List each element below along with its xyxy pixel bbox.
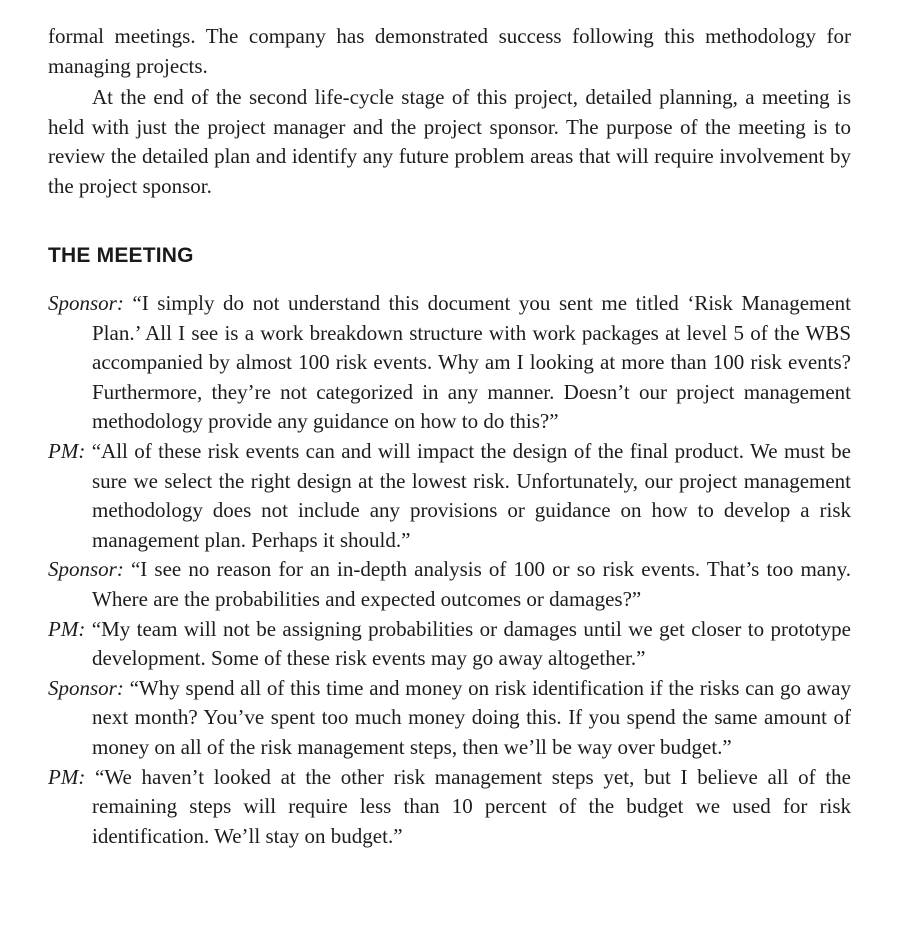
dialogue-text: “I simply do not understand this document you sent me titled ‘Risk Management Plan.’ All I see is a work breakdown structure with work packages at level 5 of the WBS accompanied by almost 100 risk events. Why am I looking at more than 100 risk events? Furthermore, they’re not categorized in any manner. Doesn’t our project management methodology provide any guidance on how to do this?” xyxy=(92,291,852,434)
dialogue-text: “I see no reason for an in-depth analysis of 100 or so risk events. That’s too many. Where are the probabilities and expected outcomes or damages?” xyxy=(92,557,851,611)
dialogue-turn xyxy=(48,289,851,437)
speaker-label: PM: xyxy=(48,616,86,641)
speaker-label: Sponsor: xyxy=(48,675,124,700)
speaker-label: Sponsor: xyxy=(48,291,124,315)
dialogue-turn xyxy=(48,437,851,555)
section-heading: THE MEETING xyxy=(48,244,194,267)
dialogue-turn xyxy=(48,674,851,763)
intro-paragraph-continued: formal meetings. The company has demonstrated success following this methodology for managing projects. xyxy=(48,24,851,78)
dialogue-text: “All of these risk events can and will impact the design of the final product. We must be sure we select the right design at the lowest risk. Unfortunately, our project management methodology does not include any provisions or guidance on how to develop a risk management plan. Perhaps it should.” xyxy=(91,438,851,552)
speaker-label: PM: xyxy=(48,764,86,789)
dialogue-text: “Why spend all of this time and money on risk identification if the risks can go away next month? You’ve spent too much money doing this. If you spend the same amount of money on all of the risk management steps, then we’ll be way over budget.” xyxy=(92,675,852,759)
speaker-label: PM: xyxy=(48,438,86,463)
dialogue-text: “We haven’t looked at the other risk management steps yet, but I believe all of the remaining steps will require less than 10 percent of the budget we used for risk identification. We’ll stay on budget.” xyxy=(92,764,851,848)
dialogue-turn xyxy=(48,615,851,674)
meeting-dialogue xyxy=(48,289,851,851)
dialogue-text: “My team will not be assigning probabilities or damages until we get closer to prototype development. Some of these risk events may go away altogether.” xyxy=(91,616,852,671)
dialogue-turn xyxy=(48,555,851,614)
dialogue-turn xyxy=(48,763,851,852)
intro-paragraph: At the end of the second life-cycle stage of this project, detailed planning, a meeting is held with just the project manager and the project sponsor. The purpose of the meeting is to review the detailed plan and identify any future problem areas that will require involvement by the project sponsor. xyxy=(48,85,851,198)
speaker-label: Sponsor: xyxy=(48,557,124,582)
